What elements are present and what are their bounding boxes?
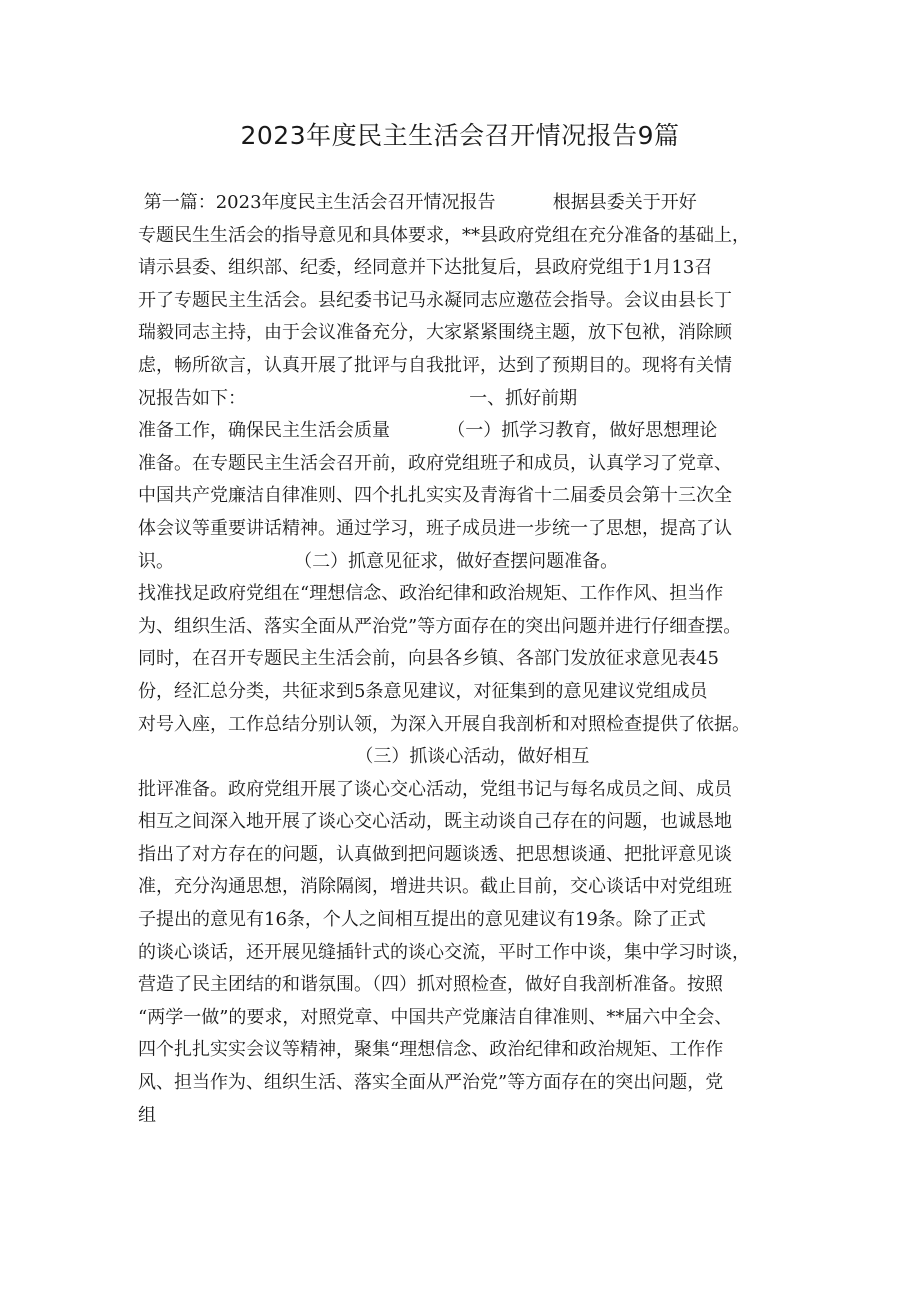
body-line: 为、组织生活、落实全面从严治党”等方面存在的突出问题并进行仔细查摆。 [138, 615, 742, 637]
body-line: 同时，在召开专题民主生活会前，向县各乡镇、各部门发放征求意见表45 [138, 648, 719, 670]
body-line: 对号入座，工作总结分别认领，为深入开展自我剖析和对照检查提供了依据。 [138, 713, 750, 735]
body-line: 份，经汇总分类，共征求到5条意见建议，对征集到的意见建议党组成员 [138, 680, 708, 702]
document-body [138, 187, 798, 1132]
body-line: 识。 （二）抓意见征求，做好查摆问题准备。 [138, 550, 619, 572]
body-line: 虑，畅所欲言，认真开展了批评与自我批评，达到了预期目的。现将有关情 [138, 354, 732, 376]
body-line: 找准找足政府党组在“理想信念、政治纪律和政治规矩、工作作风、担当作 [138, 583, 724, 605]
body-line: 准，充分沟通思想，消除隔阂，增进共识。截止目前，交心谈话中对党组班 [138, 876, 732, 898]
document-title: 2023年度民主生活会召开情况报告9篇 [240, 121, 680, 150]
body-line: 请示县委、组织部、纪委，经同意并下达批复后，县政府党组于1月13召 [138, 257, 713, 279]
body-line: （三）抓谈心活动，做好相互 [138, 746, 590, 768]
body-line: 子提出的意见有16条，个人之间相互提出的意见建议有19条。除了正式 [138, 909, 706, 931]
body-line: 四个扎扎实实会议等精神，聚集“理想信念、政治纪律和政治规矩、工作作 [138, 1039, 724, 1061]
body-line: 组 [138, 1104, 156, 1126]
body-line: 指出了对方存在的问题，认真做到把问题谈透、把思想谈通、把批评意见谈 [138, 843, 732, 865]
body-line: “两学一做”的要求，对照党章、中国共产党廉洁自律准则、**届六中全会、 [138, 1006, 733, 1028]
body-line: 批评准备。政府党组开展了谈心交心活动，党组书记与每名成员之间、成员 [138, 778, 732, 800]
body-line: 风、担当作为、组织生活、落实全面从严治党”等方面存在的突出问题，党 [138, 1072, 724, 1094]
body-line: 相互之间深入地开展了谈心交心活动，既主动谈自己存在的问题，也诚恳地 [138, 811, 732, 833]
body-line: 体会议等重要讲话精神。通过学习，班子成员进一步统一了思想，提高了认 [138, 517, 732, 539]
body-line: 专题民生生活会的指导意见和具体要求，**县政府党组在充分准备的基础上， [138, 224, 750, 246]
body-line: 况报告如下： 一、抓好前期 [138, 387, 578, 409]
body-line: 营造了民主团结的和谐氛围。（四）抓对照检查，做好自我剖析准备。按照 [138, 974, 723, 996]
body-line: 准备工作，确保民主生活会质量 （一）抓学习教育，做好思想理论 [138, 420, 718, 442]
body-line: 的谈心谈话，还开展见缝插针式的谈心交流，平时工作中谈，集中学习时谈， [138, 941, 750, 963]
body-line: 第一篇：2023年度民主生活会召开情况报告 根据县委关于开好 [138, 192, 697, 213]
body-line: 瑞毅同志主持，由于会议准备充分，大家紧紧围绕主题，放下包袱，消除顾 [138, 322, 732, 344]
body-line: 开了专题民主生活会。县纪委书记马永凝同志应邀莅会指导。会议由县长丁 [138, 289, 732, 311]
body-line: 准备。在专题民主生活会召开前，政府党组班子和成员，认真学习了党章、 [138, 452, 732, 474]
body-line: 中国共产党廉洁自律准则、四个扎扎实实及青海省十二届委员会第十三次全 [138, 485, 732, 507]
